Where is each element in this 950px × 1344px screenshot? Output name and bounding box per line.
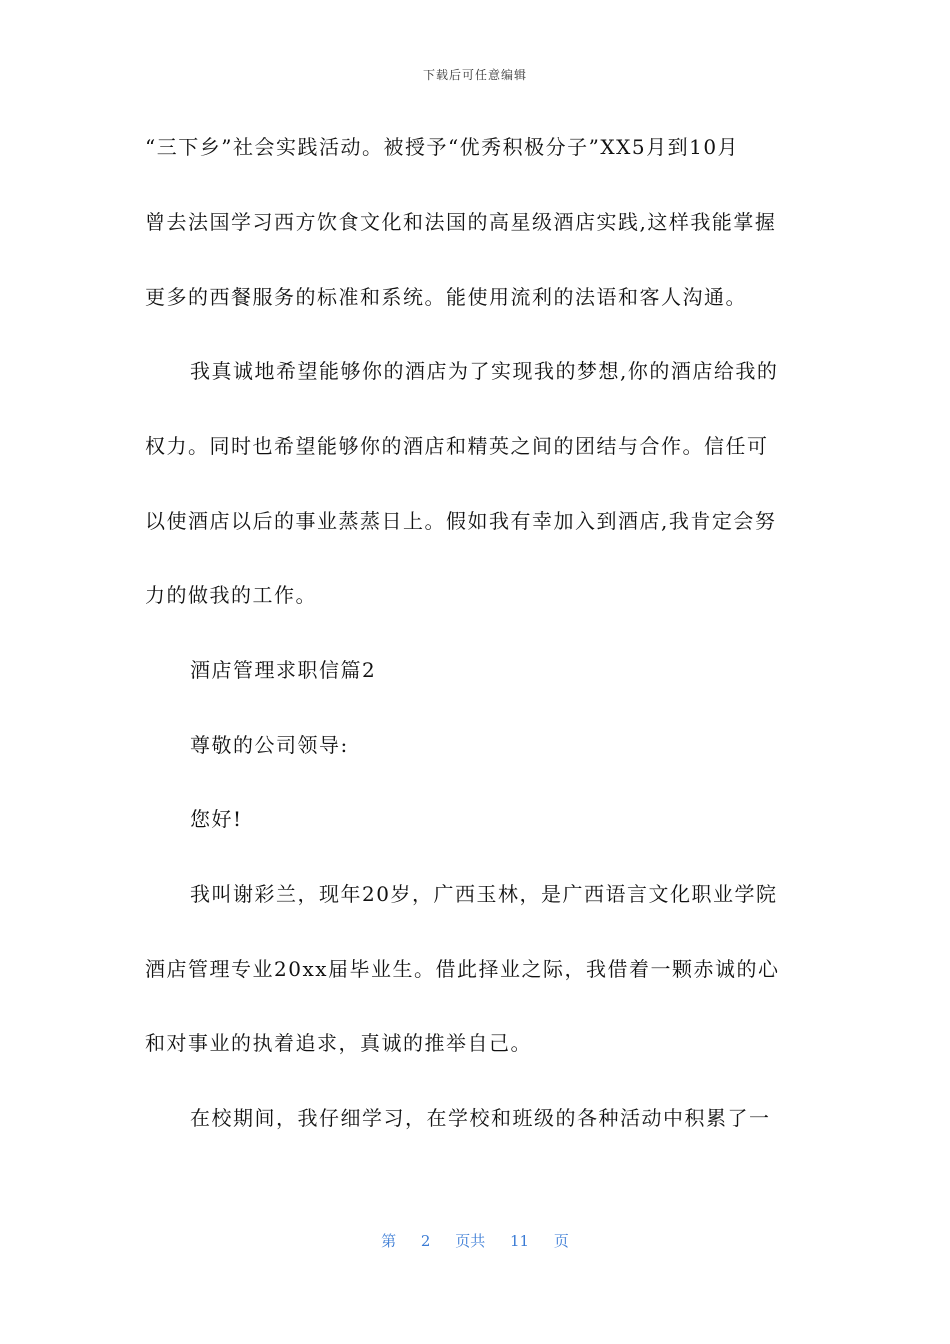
section-title: 酒店管理求职信篇2 [190, 658, 377, 682]
paragraph-line: 权力。同时也希望能够你的酒店和精英之间的团结与合作。信任可 [145, 434, 769, 458]
paragraph-line: 以使酒店以后的事业蒸蒸日上。假如我有幸加入到酒店,我肯定会努 [145, 509, 777, 533]
paragraph-line: 和对事业的执着追求，真诚的推举自己。 [145, 1031, 532, 1055]
footer-page-number: 2 [420, 1232, 431, 1250]
paragraph-line: 酒店管理专业20xx届毕业生。借此择业之际，我借着一颗赤诚的心 [145, 957, 780, 981]
paragraph-line: 力的做我的工作。 [145, 583, 317, 607]
paragraph-line: 我真诚地希望能够你的酒店为了实现我的梦想,你的酒店给我的 [190, 359, 779, 383]
footer-suffix: 页 [553, 1232, 569, 1250]
greeting: 您好! [190, 807, 243, 831]
footer-middle: 页共 [455, 1232, 486, 1250]
page-footer [0, 1230, 950, 1251]
paragraph-line: 我叫谢彩兰，现年20岁，广西玉林，是广西语言文化职业学院 [190, 882, 778, 906]
footer-total-pages: 11 [510, 1232, 530, 1250]
footer-prefix: 第 [381, 1232, 397, 1250]
paragraph-line: 曾去法国学习西方饮食文化和法国的高星级酒店实践,这样我能掌握 [145, 210, 777, 234]
paragraph-line: 在校期间，我仔细学习，在学校和班级的各种活动中积累了一 [190, 1106, 771, 1130]
salutation: 尊敬的公司领导: [190, 733, 349, 757]
page-header: 下载后可任意编辑 [422, 68, 527, 82]
paragraph-line: 更多的西餐服务的标准和系统。能使用流利的法语和客人沟通。 [145, 285, 747, 309]
paragraph-line: “三下乡”社会实践活动。被授予“优秀积极分子”XX5月到10月 [145, 135, 740, 159]
